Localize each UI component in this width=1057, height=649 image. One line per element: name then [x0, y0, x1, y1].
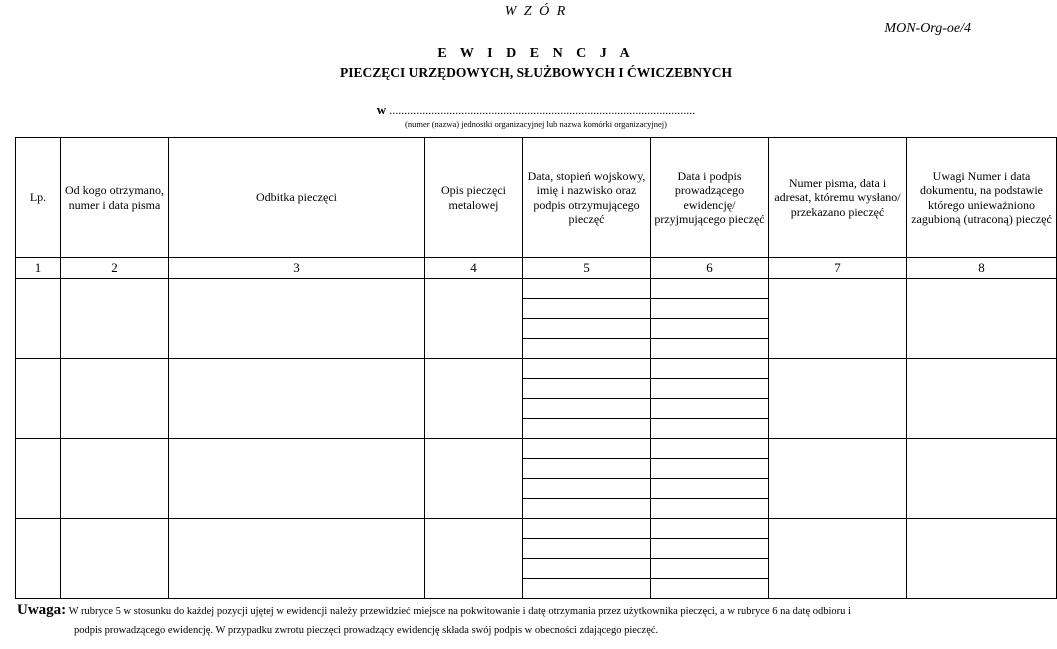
form-code: MON-Org-oe/4	[884, 21, 971, 36]
entry-cell[interactable]	[651, 579, 769, 599]
entry-cell[interactable]	[425, 359, 523, 439]
entry-cell[interactable]	[169, 279, 425, 359]
header-row	[16, 138, 1057, 258]
entry-cell[interactable]	[651, 479, 769, 499]
entry-cell[interactable]	[523, 419, 651, 439]
unit-hint: (numer (nazwa) jednostki organizacyjnej lub nazwa komórki organizacyjnej)	[405, 119, 667, 129]
entry-row	[16, 439, 1057, 459]
unit-dotted-field[interactable]: ......................................................................................................	[389, 103, 696, 117]
entry-cell[interactable]	[61, 439, 169, 519]
wzor-label: W Z Ó R	[504, 4, 568, 19]
entry-cell[interactable]	[769, 439, 907, 519]
entry-cell[interactable]	[425, 439, 523, 519]
entry-cell[interactable]	[523, 539, 651, 559]
entry-cell[interactable]	[651, 299, 769, 319]
note-text-line-2: podpis prowadzącego ewidencję. W przypadku zwrotu pieczęci prowadzący ewidencję składa swój podpis w obecności zdającego pieczęć.	[74, 625, 659, 636]
entry-cell[interactable]	[169, 359, 425, 439]
entry-row	[16, 519, 1057, 539]
entry-cell[interactable]	[523, 359, 651, 379]
column-number: 7	[769, 258, 907, 279]
column-header: Uwagi Numer i data dokumentu, na podstawie którego unieważniono zagubioną (utraconą) pieczęć	[907, 138, 1057, 258]
entry-cell[interactable]	[523, 499, 651, 519]
unit-prefix: w	[376, 102, 387, 117]
column-header: Odbitka pieczęci	[169, 138, 425, 258]
entry-cell[interactable]	[651, 519, 769, 539]
entry-cell[interactable]	[907, 439, 1057, 519]
register-table	[15, 137, 1057, 599]
column-header: Od kogo otrzymano, numer i data pisma	[61, 138, 169, 258]
entry-cell[interactable]	[523, 339, 651, 359]
entry-cell[interactable]	[651, 319, 769, 339]
entry-cell[interactable]	[523, 519, 651, 539]
entry-cell[interactable]	[651, 439, 769, 459]
unit-line	[0, 102, 1057, 118]
entry-cell[interactable]	[651, 379, 769, 399]
column-number: 8	[907, 258, 1057, 279]
entry-cell[interactable]	[16, 519, 61, 599]
entry-cell[interactable]	[523, 579, 651, 599]
entry-cell[interactable]	[769, 359, 907, 439]
entry-cell[interactable]	[651, 359, 769, 379]
column-number: 2	[61, 258, 169, 279]
entry-cell[interactable]	[907, 519, 1057, 599]
column-header: Data i podpis prowadzącego ewidencję/ przyjmującego pieczęć	[651, 138, 769, 258]
column-header: Lp.	[16, 138, 61, 258]
entry-cell[interactable]	[61, 359, 169, 439]
column-number-row	[16, 258, 1057, 279]
entry-cell[interactable]	[523, 479, 651, 499]
entry-cell[interactable]	[651, 339, 769, 359]
column-header: Data, stopień wojskowy, imię i nazwisko oraz podpis otrzymującego pieczęć	[523, 138, 651, 258]
column-number: 5	[523, 258, 651, 279]
entry-cell[interactable]	[651, 399, 769, 419]
document-subtitle: PIECZĘCI URZĘDOWYCH, SŁUŻBOWYCH I ĆWICZEBNYCH	[340, 65, 732, 80]
column-header: Opis pieczęci metalowej	[425, 138, 523, 258]
note	[17, 601, 1052, 640]
entry-cell[interactable]	[16, 279, 61, 359]
column-number: 6	[651, 258, 769, 279]
entry-cell[interactable]	[523, 379, 651, 399]
entry-cell[interactable]	[425, 519, 523, 599]
entry-cell[interactable]	[651, 559, 769, 579]
entry-cell[interactable]	[523, 279, 651, 299]
entry-row	[16, 279, 1057, 299]
entry-cell[interactable]	[651, 539, 769, 559]
entry-cell[interactable]	[16, 359, 61, 439]
document-title: E W I D E N C J A	[437, 46, 635, 61]
entry-cell[interactable]	[523, 299, 651, 319]
entry-cell[interactable]	[61, 519, 169, 599]
entry-cell[interactable]	[169, 519, 425, 599]
entry-cell[interactable]	[523, 459, 651, 479]
entry-cell[interactable]	[907, 279, 1057, 359]
column-number: 1	[16, 258, 61, 279]
entry-cell[interactable]	[769, 279, 907, 359]
note-text-line-1: W rubryce 5 w stosunku do każdej pozycji ujętej w ewidencji należy przewidzieć miejsce na pokwitowanie i datę otrzymania przez użytkownika pieczęci, a w rubryce 6 na datę odbioru i	[68, 606, 851, 617]
column-number: 3	[169, 258, 425, 279]
entry-cell[interactable]	[61, 279, 169, 359]
entry-cell[interactable]	[523, 319, 651, 339]
entry-cell[interactable]	[907, 359, 1057, 439]
entry-cell[interactable]	[651, 499, 769, 519]
entry-cell[interactable]	[769, 519, 907, 599]
entry-cell[interactable]	[169, 439, 425, 519]
entry-cell[interactable]	[651, 419, 769, 439]
note-label: Uwaga:	[17, 602, 67, 618]
entry-cell[interactable]	[523, 559, 651, 579]
entry-cell[interactable]	[523, 439, 651, 459]
entry-row	[16, 359, 1057, 379]
entry-cell[interactable]	[651, 459, 769, 479]
entry-cell[interactable]	[523, 399, 651, 419]
entry-cell[interactable]	[16, 439, 61, 519]
entry-cell[interactable]	[425, 279, 523, 359]
column-header: Numer pisma, data i adresat, któremu wysłano/ przekazano pieczęć	[769, 138, 907, 258]
column-number: 4	[425, 258, 523, 279]
entry-cell[interactable]	[651, 279, 769, 299]
